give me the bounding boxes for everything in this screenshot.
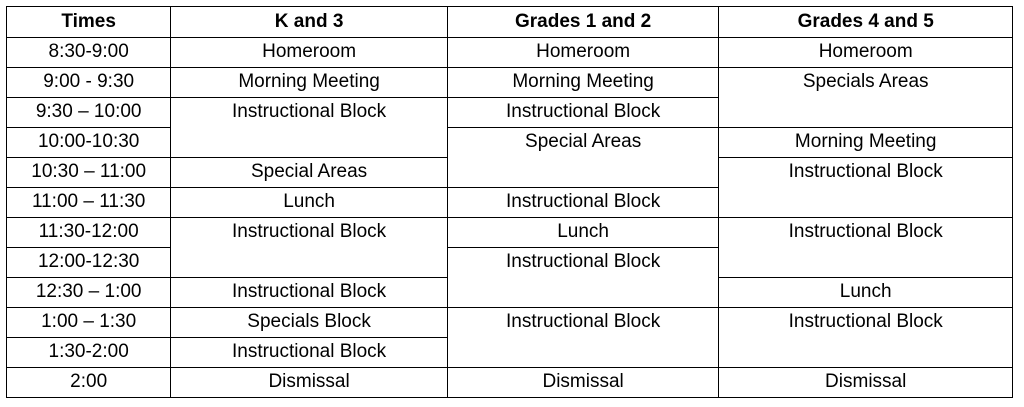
- k3-morning-meeting: Morning Meeting: [171, 68, 448, 98]
- table-row: [7, 38, 1013, 68]
- g12-dismissal: Dismissal: [447, 368, 719, 398]
- time-cell: 10:30 – 11:00: [7, 158, 171, 188]
- g45-lunch: Lunch: [719, 278, 1013, 308]
- time-cell: 10:00-10:30: [7, 128, 171, 158]
- g12-lunch: Lunch: [447, 218, 719, 248]
- header-times: Times: [7, 7, 171, 38]
- time-cell: 9:00 - 9:30: [7, 68, 171, 98]
- header-row: [7, 7, 1013, 38]
- time-cell: 12:00-12:30: [7, 248, 171, 278]
- k3-lunch: Lunch: [171, 188, 448, 218]
- k3-specials-block: Specials Block: [171, 308, 448, 338]
- g45-instructional-block: Instructional Block: [719, 218, 1013, 278]
- k3-instructional-block: Instructional Block: [171, 218, 448, 278]
- time-cell: 8:30-9:00: [7, 38, 171, 68]
- header-grades-4-and-5: Grades 4 and 5: [719, 7, 1013, 38]
- time-cell: 11:00 – 11:30: [7, 188, 171, 218]
- g45-dismissal: Dismissal: [719, 368, 1013, 398]
- table-row: [7, 218, 1013, 248]
- k3-homeroom: Homeroom: [171, 38, 448, 68]
- g45-homeroom: Homeroom: [719, 38, 1013, 68]
- k3-instructional-block: Instructional Block: [171, 278, 448, 308]
- g45-instructional-block: Instructional Block: [719, 158, 1013, 218]
- g12-instructional-block: Instructional Block: [447, 248, 719, 308]
- g12-instructional-block: Instructional Block: [447, 98, 719, 128]
- time-cell: 2:00: [7, 368, 171, 398]
- g12-instructional-block: Instructional Block: [447, 188, 719, 218]
- k3-special-areas: Special Areas: [171, 158, 448, 188]
- header-grades-1-and-2: Grades 1 and 2: [447, 7, 719, 38]
- g45-morning-meeting: Morning Meeting: [719, 128, 1013, 158]
- k3-instructional-block: Instructional Block: [171, 98, 448, 158]
- g12-homeroom: Homeroom: [447, 38, 719, 68]
- schedule-table: [6, 6, 1013, 398]
- table-row: [7, 128, 1013, 158]
- g12-morning-meeting: Morning Meeting: [447, 68, 719, 98]
- header-k-and-3: K and 3: [171, 7, 448, 38]
- time-cell: 12:30 – 1:00: [7, 278, 171, 308]
- time-cell: 1:00 – 1:30: [7, 308, 171, 338]
- g45-specials-areas: Specials Areas: [719, 68, 1013, 128]
- g12-instructional-block: Instructional Block: [447, 308, 719, 368]
- table-row: [7, 308, 1013, 338]
- time-cell: 9:30 – 10:00: [7, 98, 171, 128]
- g45-instructional-block: Instructional Block: [719, 308, 1013, 368]
- table-row: [7, 368, 1013, 398]
- time-cell: 11:30-12:00: [7, 218, 171, 248]
- k3-dismissal: Dismissal: [171, 368, 448, 398]
- g12-special-areas: Special Areas: [447, 128, 719, 188]
- table-row: [7, 68, 1013, 98]
- k3-instructional-block: Instructional Block: [171, 338, 448, 368]
- time-cell: 1:30-2:00: [7, 338, 171, 368]
